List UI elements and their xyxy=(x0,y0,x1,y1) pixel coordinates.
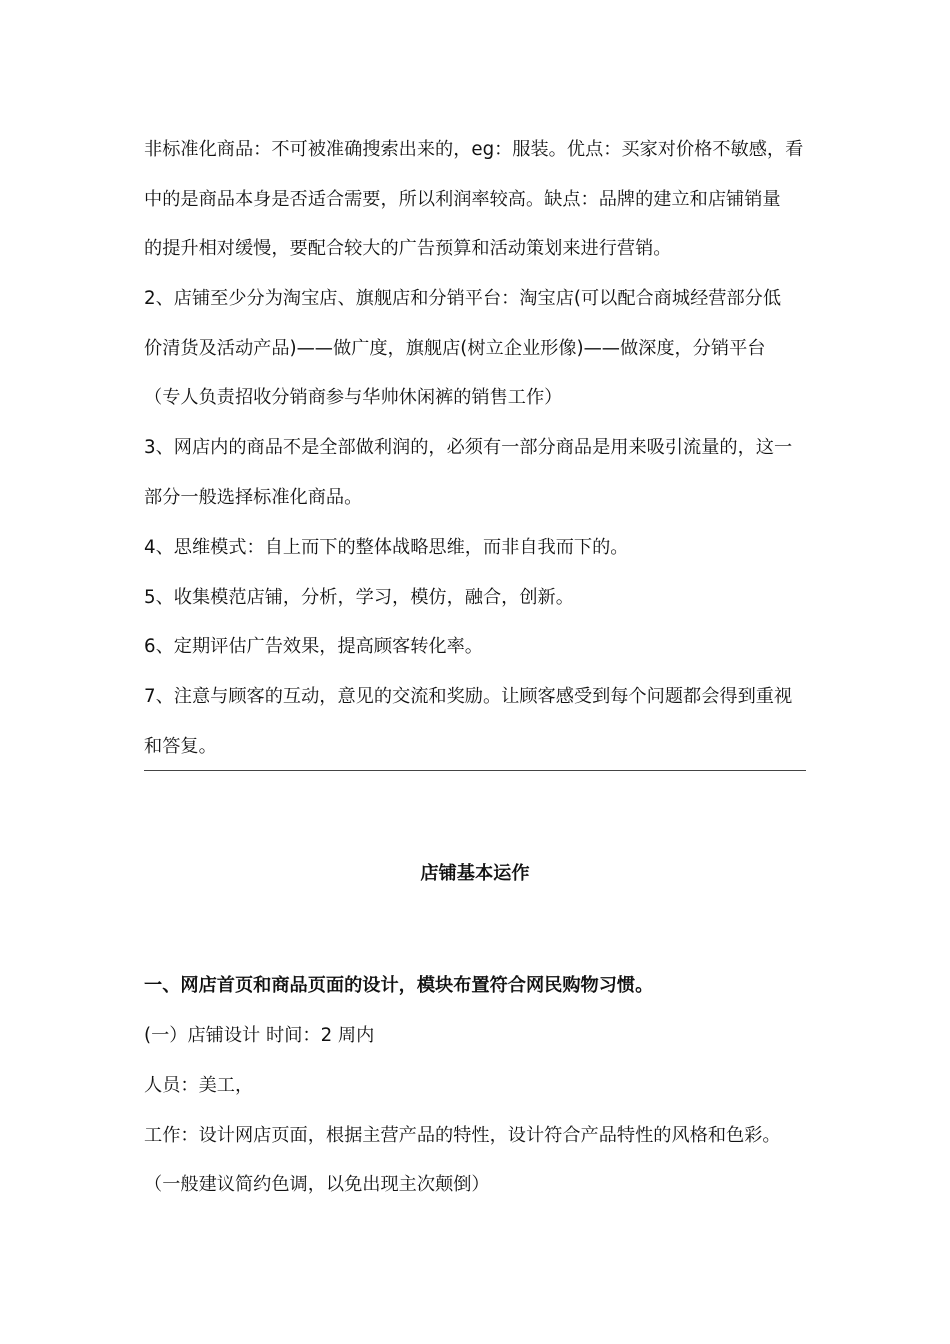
paragraph-line: 4、思维模式：自上而下的整体战略思维，而非自我而下的。 xyxy=(144,537,629,558)
horizontal-divider xyxy=(144,770,806,771)
sub-line: 工作：设计网店页面，根据主营产品的特性，设计符合产品特性的风格和色彩。 xyxy=(144,1125,781,1146)
paragraph-line: 的提升相对缓慢，要配合较大的广告预算和活动策划来进行营销。 xyxy=(144,238,672,259)
section-title: 店铺基本运作 xyxy=(420,863,530,884)
sub-line: 人员：美工， xyxy=(144,1075,254,1096)
paragraph-line: 和答复。 xyxy=(144,736,217,757)
paragraph-line: 2、店铺至少分为淘宝店、旗舰店和分销平台：淘宝店(可以配合商城经营部分低 xyxy=(144,288,782,309)
paragraph-line: 5、收集模范店铺，分析，学习，模仿，融合，创新。 xyxy=(144,587,574,608)
section-heading: 一、网店首页和商品页面的设计，模块布置符合网民购物习惯。 xyxy=(144,975,654,996)
paragraph-line: 6、定期评估广告效果，提高顾客转化率。 xyxy=(144,636,483,657)
paragraph-line: 7、注意与顾客的互动，意见的交流和奖励。让顾客感受到每个问题都会得到重视 xyxy=(144,686,793,707)
paragraph-line: 3、网店内的商品不是全部做利润的，必须有一部分商品是用来吸引流量的，这一 xyxy=(144,437,793,458)
paragraph-line: 非标准化商品：不可被准确搜索出来的，eg：服装。优点：买家对价格不敏感，看 xyxy=(144,139,804,160)
paragraph-line: 部分一般选择标准化商品。 xyxy=(144,487,363,508)
paragraph-line: 价清货及活动产品)——做广度，旗舰店(树立企业形像)——做深度，分销平台 xyxy=(144,338,766,359)
paragraph-line: 中的是商品本身是否适合需要，所以利润率较高。缺点：品牌的建立和店铺销量 xyxy=(144,189,781,210)
sub-line: （一般建议简约色调，以免出现主次颠倒） xyxy=(144,1174,490,1195)
paragraph-line: （专人负责招收分销商参与华帅休闲裤的销售工作） xyxy=(144,387,563,408)
sub-line: (一）店铺设计 时间：2 周内 xyxy=(144,1025,375,1046)
